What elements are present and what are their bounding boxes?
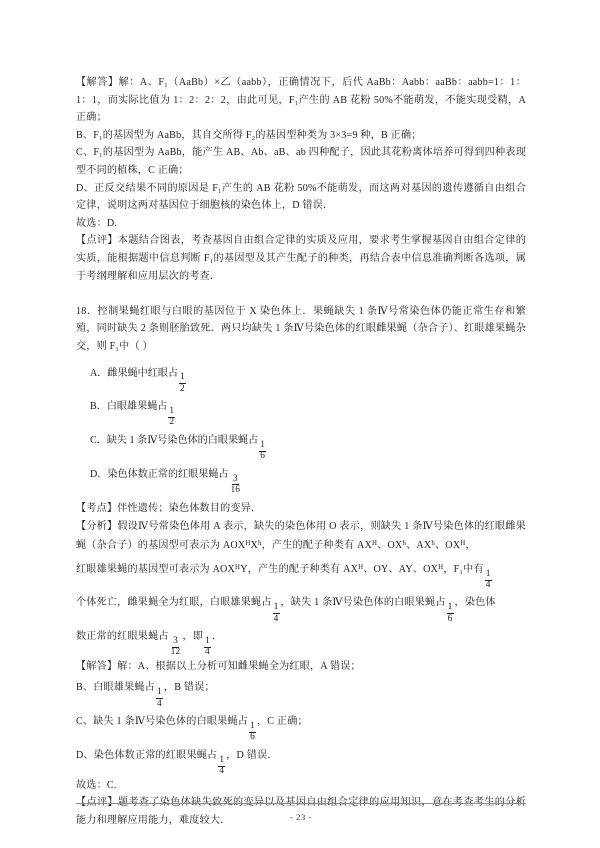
fraction-denominator: 4 (157, 698, 162, 709)
fraction-numerator: 1 (205, 636, 210, 647)
fenxi-sup-3: H (372, 540, 378, 548)
fraction-denominator: 6 (250, 732, 255, 743)
fraction-numerator: 3 (232, 473, 238, 484)
fraction-numerator: 1 (169, 406, 175, 417)
fraction-numerator: 1 (180, 372, 185, 383)
q17-answer-paragraph-4: D、正反交结果不同的原因是 F₁产生的 AB 花粉 50%不能萌发，而这两对基因的遗传遵循自由组合定律，说明这两对基因位于细胞核的染色体上，D 错误． (76, 182, 526, 212)
page-number: - 23 - (290, 812, 312, 822)
q18-fenxi-part-4 (76, 624, 526, 658)
fraction-denominator: 16 (230, 484, 240, 495)
fraction-numerator: 3 (173, 636, 178, 647)
fenxi-seg-2: X (250, 540, 258, 552)
q18-kaodian: 【考点】伴性遗传；染色体数目的变异． (76, 503, 262, 515)
q18-jieda-c (76, 709, 526, 743)
q18-option-c (76, 428, 526, 462)
fenxi-sup-4: h (402, 540, 407, 548)
q18-option-b-fraction (168, 407, 176, 428)
fraction-denominator: 12 (170, 647, 181, 658)
fraction-numerator: 1 (485, 568, 491, 579)
q18-option-d (76, 462, 526, 496)
fenxi-seg-1: 【分析】假设Ⅳ号常染色体用 A 表示，缺失的染色体用 O 表示，则缺失 1 条Ⅳ号染色体的红眼雌果蝇（杂合子）的基因型可表示为 AOX (76, 520, 526, 552)
fenxi-line2-fraction (484, 570, 492, 591)
fenxi-line4-fraction-2 (204, 637, 212, 658)
q18-option-a-text: 雌果蝇中红眼占 (107, 367, 179, 379)
fraction-denominator: 2 (169, 417, 175, 428)
q17-answer-choice: 故选：D. (76, 217, 118, 229)
fenxi-line2-sup-1: H (235, 563, 241, 571)
fenxi-line2-seg-3: 、OY、AY、OX (363, 563, 439, 575)
q17-comment-paragraph: 【点评】本题结合图表，考查基因自由组合定律的实质及应用，要求考生掌握基因自由组合定律的实质，能根据题中信息判断 F₁的基因型及其产生配子的种类，再结合表中信息准确判断各选项，属于考纲理解和应用层次的考查． (76, 235, 526, 282)
fraction-numerator: 1 (250, 721, 255, 732)
q18-option-c-letter: C． (90, 434, 107, 446)
q18-option-c-fraction (259, 441, 267, 462)
page-footer (76, 803, 526, 822)
fraction-numerator: 1 (273, 602, 279, 613)
q18-option-a-letter: A． (90, 367, 108, 379)
fenxi-sup-6: H (460, 540, 466, 548)
jieda-d-pre: D、染色体数正常的红眼果蝇占 (76, 749, 218, 761)
jieda-b-post: ，B 错误； (163, 682, 215, 694)
footer-divider (76, 803, 526, 804)
fenxi-seg-5: 、AX (406, 540, 432, 552)
fraction-denominator: 6 (447, 613, 453, 624)
q18-option-b-text: 白眼雄果蝇占 (106, 401, 168, 413)
q18-option-d-fraction (229, 475, 241, 496)
paragraph-spacer (76, 285, 526, 303)
fenxi-line3-fraction-1 (272, 603, 280, 624)
fenxi-line2-sup-3: H (438, 563, 444, 571)
fenxi-seg-3: ，产生的配子种类有 AX (261, 540, 373, 552)
q18-option-c-text: 缺失 1 条Ⅳ号染色体的白眼果蝇占 (106, 434, 259, 446)
fraction-numerator: 1 (157, 687, 162, 698)
fenxi-seg-4: 、OX (377, 540, 403, 552)
fenxi-line3-seg-3: ，染色体 (454, 597, 496, 609)
fenxi-line3-fraction-2 (446, 603, 454, 624)
q18-stem: 18．控制果蝇红眼与白眼的基因位于 X 染色体上．果蝇缺失 1 条Ⅳ号常染色体仍能正常生存和繁殖，同时缺失 2 条则胚胎致死．两只均缺失 1 条Ⅳ号染色体的红眼雌果蝇（杂合子）、红眼雄果蝇杂交，则 F₁中（ ） (76, 305, 526, 352)
fenxi-line4-fraction-1 (169, 637, 182, 658)
q18-fenxi-part-3 (76, 590, 526, 624)
q18-option-d-letter: D． (90, 468, 108, 480)
q17-answer-paragraph-1: 【解答】解：A、F₁（AaBb）×乙（aabb），正确情况下，后代 AaBb：Aabb：aaBb：aabb=1：1：1：1，而实际比值为 1：2：2：2，由此可见，F₁产生的 AB 花粉 50%不能萌发，不能实现受精，A 正确； (76, 77, 526, 124)
q18-final-answer: 故选：C. (76, 779, 117, 791)
q17-answer-paragraph-2: B、F₁的基因型为 AaBb，其自交所得 F₂的基因型种类为 3×3=9 种，B 正确； (76, 129, 422, 141)
fenxi-line2-sup-2: H (358, 563, 364, 571)
fenxi-line3-seg-2: ，缺失 1 条Ⅳ号染色体的白眼果蝇占 (280, 597, 446, 609)
jieda-d-fraction (218, 756, 226, 777)
jieda-b-fraction (156, 688, 164, 709)
q18-fenxi-part-1 (76, 518, 526, 555)
fraction-numerator: 1 (219, 754, 225, 765)
q18-option-b (76, 394, 526, 428)
q18-option-b-letter: B． (90, 401, 107, 413)
fraction-numerator: 1 (447, 602, 453, 613)
q18-dianping: 【点评】题考查了染色体缺失致死的变异以及基因自由组合定律的应用知识，意在考查考生的分析能力和理解应用能力，难度较大． (76, 797, 526, 826)
fraction-denominator: 4 (219, 765, 225, 776)
fenxi-line4-seg-3: ． (211, 631, 223, 643)
jieda-d-post: ，D 错误． (226, 749, 278, 761)
q18-jieda-a: 【解答】解：A、根据以上分析可知雌果蝇全为红眼，A 错误； (76, 660, 361, 672)
q18-option-d-text: 染色体数正常的红眼果蝇占 (107, 468, 229, 480)
fenxi-sup-2: h (258, 540, 262, 548)
fenxi-line4-seg-1: 数正常的红眼果蝇占 (76, 631, 169, 643)
fenxi-seg-7: ， (465, 540, 476, 552)
fenxi-sup-1: H (245, 540, 251, 548)
fraction-denominator: 4 (273, 613, 279, 624)
fenxi-line4-seg-2: ，即 (182, 631, 204, 643)
fraction-denominator: 4 (485, 579, 491, 590)
fraction-denominator: 4 (205, 647, 210, 658)
q18-fenxi-part-2 (76, 555, 526, 591)
fenxi-line2-seg-4: ，F₁中有 (443, 563, 484, 575)
fenxi-line3-seg-1: 个体死亡，雌果蝇全为红眼，白眼雄果蝇占 (76, 597, 272, 609)
q18-option-a-fraction (179, 373, 187, 394)
fraction-denominator: 6 (260, 450, 265, 461)
fraction-denominator: 2 (180, 383, 185, 394)
jieda-c-fraction (249, 722, 257, 743)
q18-option-a (76, 361, 526, 395)
jieda-b-pre: B、白眼雄果蝇占 (76, 682, 156, 694)
fenxi-seg-6: 、OX (435, 540, 461, 552)
q17-answer-paragraph-3: C、F₁的基因型为 AaBb，能产生 AB、Ab、aB、ab 四种配子，因此其花粉离体培养可得到四种表现型不同的植株，C 正确； (76, 147, 526, 176)
q18-jieda-d (76, 743, 526, 777)
jieda-c-pre: C、缺失 1 条Ⅳ号染色体的白眼果蝇占 (76, 716, 249, 728)
fenxi-sup-5: h (431, 540, 436, 548)
fraction-numerator: 1 (260, 439, 265, 450)
fenxi-line2-seg-2: Y，产生的配子种类有 AX (240, 563, 359, 575)
fenxi-line2-seg-1: 红眼雄果蝇的基因型可表示为 AOX (76, 563, 236, 575)
jieda-c-post: ，C 正确； (256, 716, 308, 728)
q18-jieda-b (76, 675, 526, 709)
